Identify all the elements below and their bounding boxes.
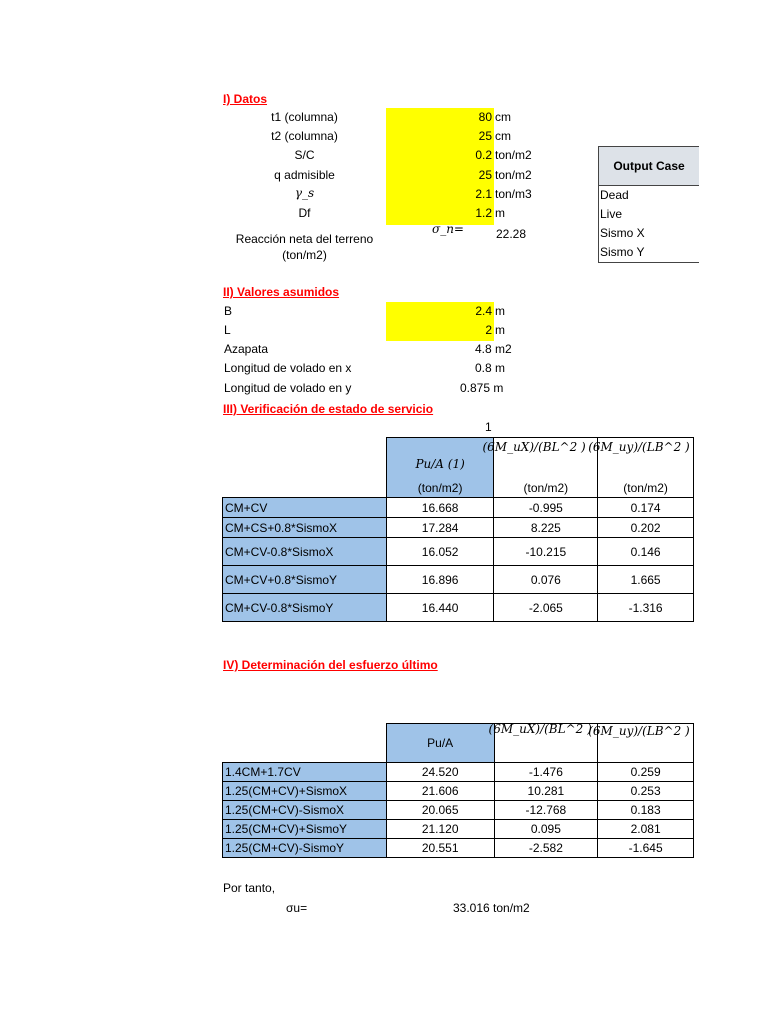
servicio-col3-unit: (ton/m2) bbox=[623, 481, 668, 495]
row-label: CM+CV+0.8*SismoY bbox=[223, 566, 387, 594]
row-label: CM+CV bbox=[223, 498, 387, 518]
table-row bbox=[223, 801, 694, 820]
cell-muy: 0.183 bbox=[598, 801, 694, 820]
cell-muy: 0.146 bbox=[598, 538, 694, 566]
datos-label-gamma-s: γ_s bbox=[294, 186, 315, 200]
cell-muy: 1.665 bbox=[598, 566, 694, 594]
row-label: CM+CV-0.8*SismoX bbox=[223, 538, 387, 566]
ultimo-table bbox=[222, 723, 694, 858]
table-row bbox=[223, 518, 694, 538]
servicio-note: 1 bbox=[485, 420, 492, 434]
table-row bbox=[223, 763, 694, 782]
valores-value-l[interactable]: 2 bbox=[485, 323, 492, 337]
row-label: CM+CS+0.8*SismoX bbox=[223, 518, 387, 538]
servicio-col2-header: (6M_uX)/(BL^2 ) bbox=[482, 440, 586, 454]
datos-unit-sc: ton/m2 bbox=[495, 148, 532, 162]
cell-pu-a: 16.896 bbox=[386, 566, 494, 594]
reaccion-neta-unit: (ton/m2) bbox=[282, 248, 327, 262]
ultimo-header-cell bbox=[588, 724, 694, 763]
cell-pu-a: 20.065 bbox=[386, 801, 494, 820]
valores-label-azapata: Azapata bbox=[224, 342, 269, 356]
sigma-n-label: σ_n= bbox=[432, 222, 464, 236]
row-label: 1.25(CM+CV)-SismoY bbox=[223, 839, 387, 858]
cell-muy: 2.081 bbox=[598, 820, 694, 839]
valores-unit-l: m bbox=[495, 323, 505, 337]
output-case-item[interactable]: Dead bbox=[600, 188, 629, 202]
datos-unit-t1: cm bbox=[495, 110, 511, 124]
cell-pu-a: 20.551 bbox=[386, 839, 494, 858]
cell-muy: 0.202 bbox=[598, 518, 694, 538]
datos-value-gamma-s[interactable]: 2.1 bbox=[475, 187, 492, 201]
row-label: 1.25(CM+CV)-SismoX bbox=[223, 801, 387, 820]
valores-value-volado-x: 0.8 m bbox=[475, 361, 506, 375]
section-title-valores: II) Valores asumidos bbox=[223, 285, 340, 299]
cell-mux: 0.076 bbox=[494, 566, 598, 594]
valores-value-b[interactable]: 2.4 bbox=[475, 304, 492, 318]
output-case-item[interactable]: Sismo X bbox=[600, 226, 645, 240]
table-row bbox=[223, 538, 694, 566]
cell-pu-a: 17.284 bbox=[386, 518, 494, 538]
cell-mux: 10.281 bbox=[494, 782, 598, 801]
servicio-header-cell bbox=[482, 438, 598, 498]
row-label: CM+CV-0.8*SismoY bbox=[223, 594, 387, 622]
servicio-col1-header: Pu/A (1) bbox=[415, 457, 465, 471]
cell-mux: 8.225 bbox=[494, 518, 598, 538]
datos-label-q-admisible: q admisible bbox=[274, 168, 335, 182]
datos-value-sc[interactable]: 0.2 bbox=[475, 148, 492, 162]
servicio-col1-unit: (ton/m2) bbox=[417, 481, 463, 495]
cell-pu-a: 21.120 bbox=[386, 820, 494, 839]
datos-unit-gamma-s: ton/m3 bbox=[495, 187, 532, 201]
cell-mux: -1.476 bbox=[494, 763, 598, 782]
cell-mux: 0.095 bbox=[494, 820, 598, 839]
output-case-header: Output Case bbox=[599, 147, 699, 186]
table-row bbox=[223, 594, 694, 622]
row-label: 1.4CM+1.7CV bbox=[223, 763, 387, 782]
valores-value-volado-y: 0.875 m bbox=[460, 381, 504, 395]
datos-label-t1: t1 (columna) bbox=[271, 110, 338, 124]
sigma-u-value: 33.016 ton/m2 bbox=[453, 901, 530, 915]
servicio-table bbox=[222, 437, 694, 622]
servicio-header-cell bbox=[386, 438, 494, 498]
output-case-item[interactable]: Live bbox=[600, 207, 623, 221]
cell-mux: -12.768 bbox=[494, 801, 598, 820]
cell-muy: 0.253 bbox=[598, 782, 694, 801]
datos-label-t2: t2 (columna) bbox=[271, 129, 338, 143]
row-label: 1.25(CM+CV)+SismoY bbox=[223, 820, 387, 839]
valores-label-l: L bbox=[224, 323, 231, 337]
valores-label-volado-y: Longitud de volado en y bbox=[224, 381, 352, 395]
servicio-col3-header: (6M_uy)/(LB^2 ) bbox=[588, 440, 690, 454]
table-row bbox=[223, 820, 694, 839]
reaccion-neta-label: Reacción neta del terreno bbox=[235, 232, 374, 246]
cell-mux: -0.995 bbox=[494, 498, 598, 518]
table-row bbox=[223, 782, 694, 801]
cell-mux: -10.215 bbox=[494, 538, 598, 566]
datos-value-df[interactable]: 1.2 bbox=[475, 206, 492, 220]
output-case-box bbox=[598, 146, 699, 263]
sigma-u-label: σu= bbox=[286, 901, 308, 915]
ultimo-col2-header: (6M_uX)/(BL^2 ) bbox=[488, 722, 592, 736]
corner-cell bbox=[223, 438, 387, 498]
ultimo-col1-header: Pu/A bbox=[386, 724, 494, 763]
section-title-ultimo: IV) Determinación del esfuerzo último bbox=[223, 658, 438, 672]
cell-pu-a: 21.606 bbox=[386, 782, 494, 801]
servicio-col2-unit: (ton/m2) bbox=[523, 481, 569, 495]
table-row bbox=[223, 498, 694, 518]
datos-label-sc: S/C bbox=[294, 148, 315, 162]
datos-label-df: Df bbox=[298, 206, 311, 220]
section-title-servicio: III) Verificación de estado de servicio bbox=[223, 402, 434, 416]
datos-unit-df: m bbox=[495, 206, 505, 220]
valores-label-b: B bbox=[224, 304, 233, 318]
datos-value-t1[interactable]: 80 bbox=[478, 110, 492, 124]
cell-mux: -2.065 bbox=[494, 594, 598, 622]
cell-mux: -2.582 bbox=[494, 839, 598, 858]
cell-pu-a: 16.440 bbox=[386, 594, 494, 622]
datos-value-q-admisible[interactable]: 25 bbox=[478, 168, 492, 182]
cell-muy: -1.316 bbox=[598, 594, 694, 622]
table-row bbox=[223, 566, 694, 594]
datos-unit-t2: cm bbox=[495, 129, 511, 143]
valores-value-azapata: 4.8 m2 bbox=[475, 342, 512, 356]
valores-unit-b: m bbox=[495, 304, 505, 318]
servicio-header-cell bbox=[588, 438, 694, 498]
ultimo-header-cell bbox=[488, 722, 598, 763]
datos-unit-q-admisible: ton/m2 bbox=[495, 168, 532, 182]
ultimo-col3-header: (6M_uy)/(LB^2 ) bbox=[588, 724, 690, 738]
cell-muy: 0.259 bbox=[598, 763, 694, 782]
row-label: 1.25(CM+CV)+SismoX bbox=[223, 782, 387, 801]
cell-pu-a: 16.052 bbox=[386, 538, 494, 566]
datos-value-t2[interactable]: 25 bbox=[478, 129, 492, 143]
corner-cell bbox=[223, 724, 387, 763]
table-row bbox=[223, 839, 694, 858]
sigma-n-value: 22.28 bbox=[496, 227, 527, 241]
cell-muy: 0.174 bbox=[598, 498, 694, 518]
cell-pu-a: 16.668 bbox=[386, 498, 494, 518]
output-case-item[interactable]: Sismo Y bbox=[599, 243, 699, 263]
section-title-datos: I) Datos bbox=[223, 92, 268, 106]
cell-pu-a: 24.520 bbox=[386, 763, 494, 782]
por-tanto-text: Por tanto, bbox=[223, 881, 276, 895]
cell-muy: -1.645 bbox=[598, 839, 694, 858]
valores-label-volado-x: Longitud de volado en x bbox=[224, 361, 352, 375]
